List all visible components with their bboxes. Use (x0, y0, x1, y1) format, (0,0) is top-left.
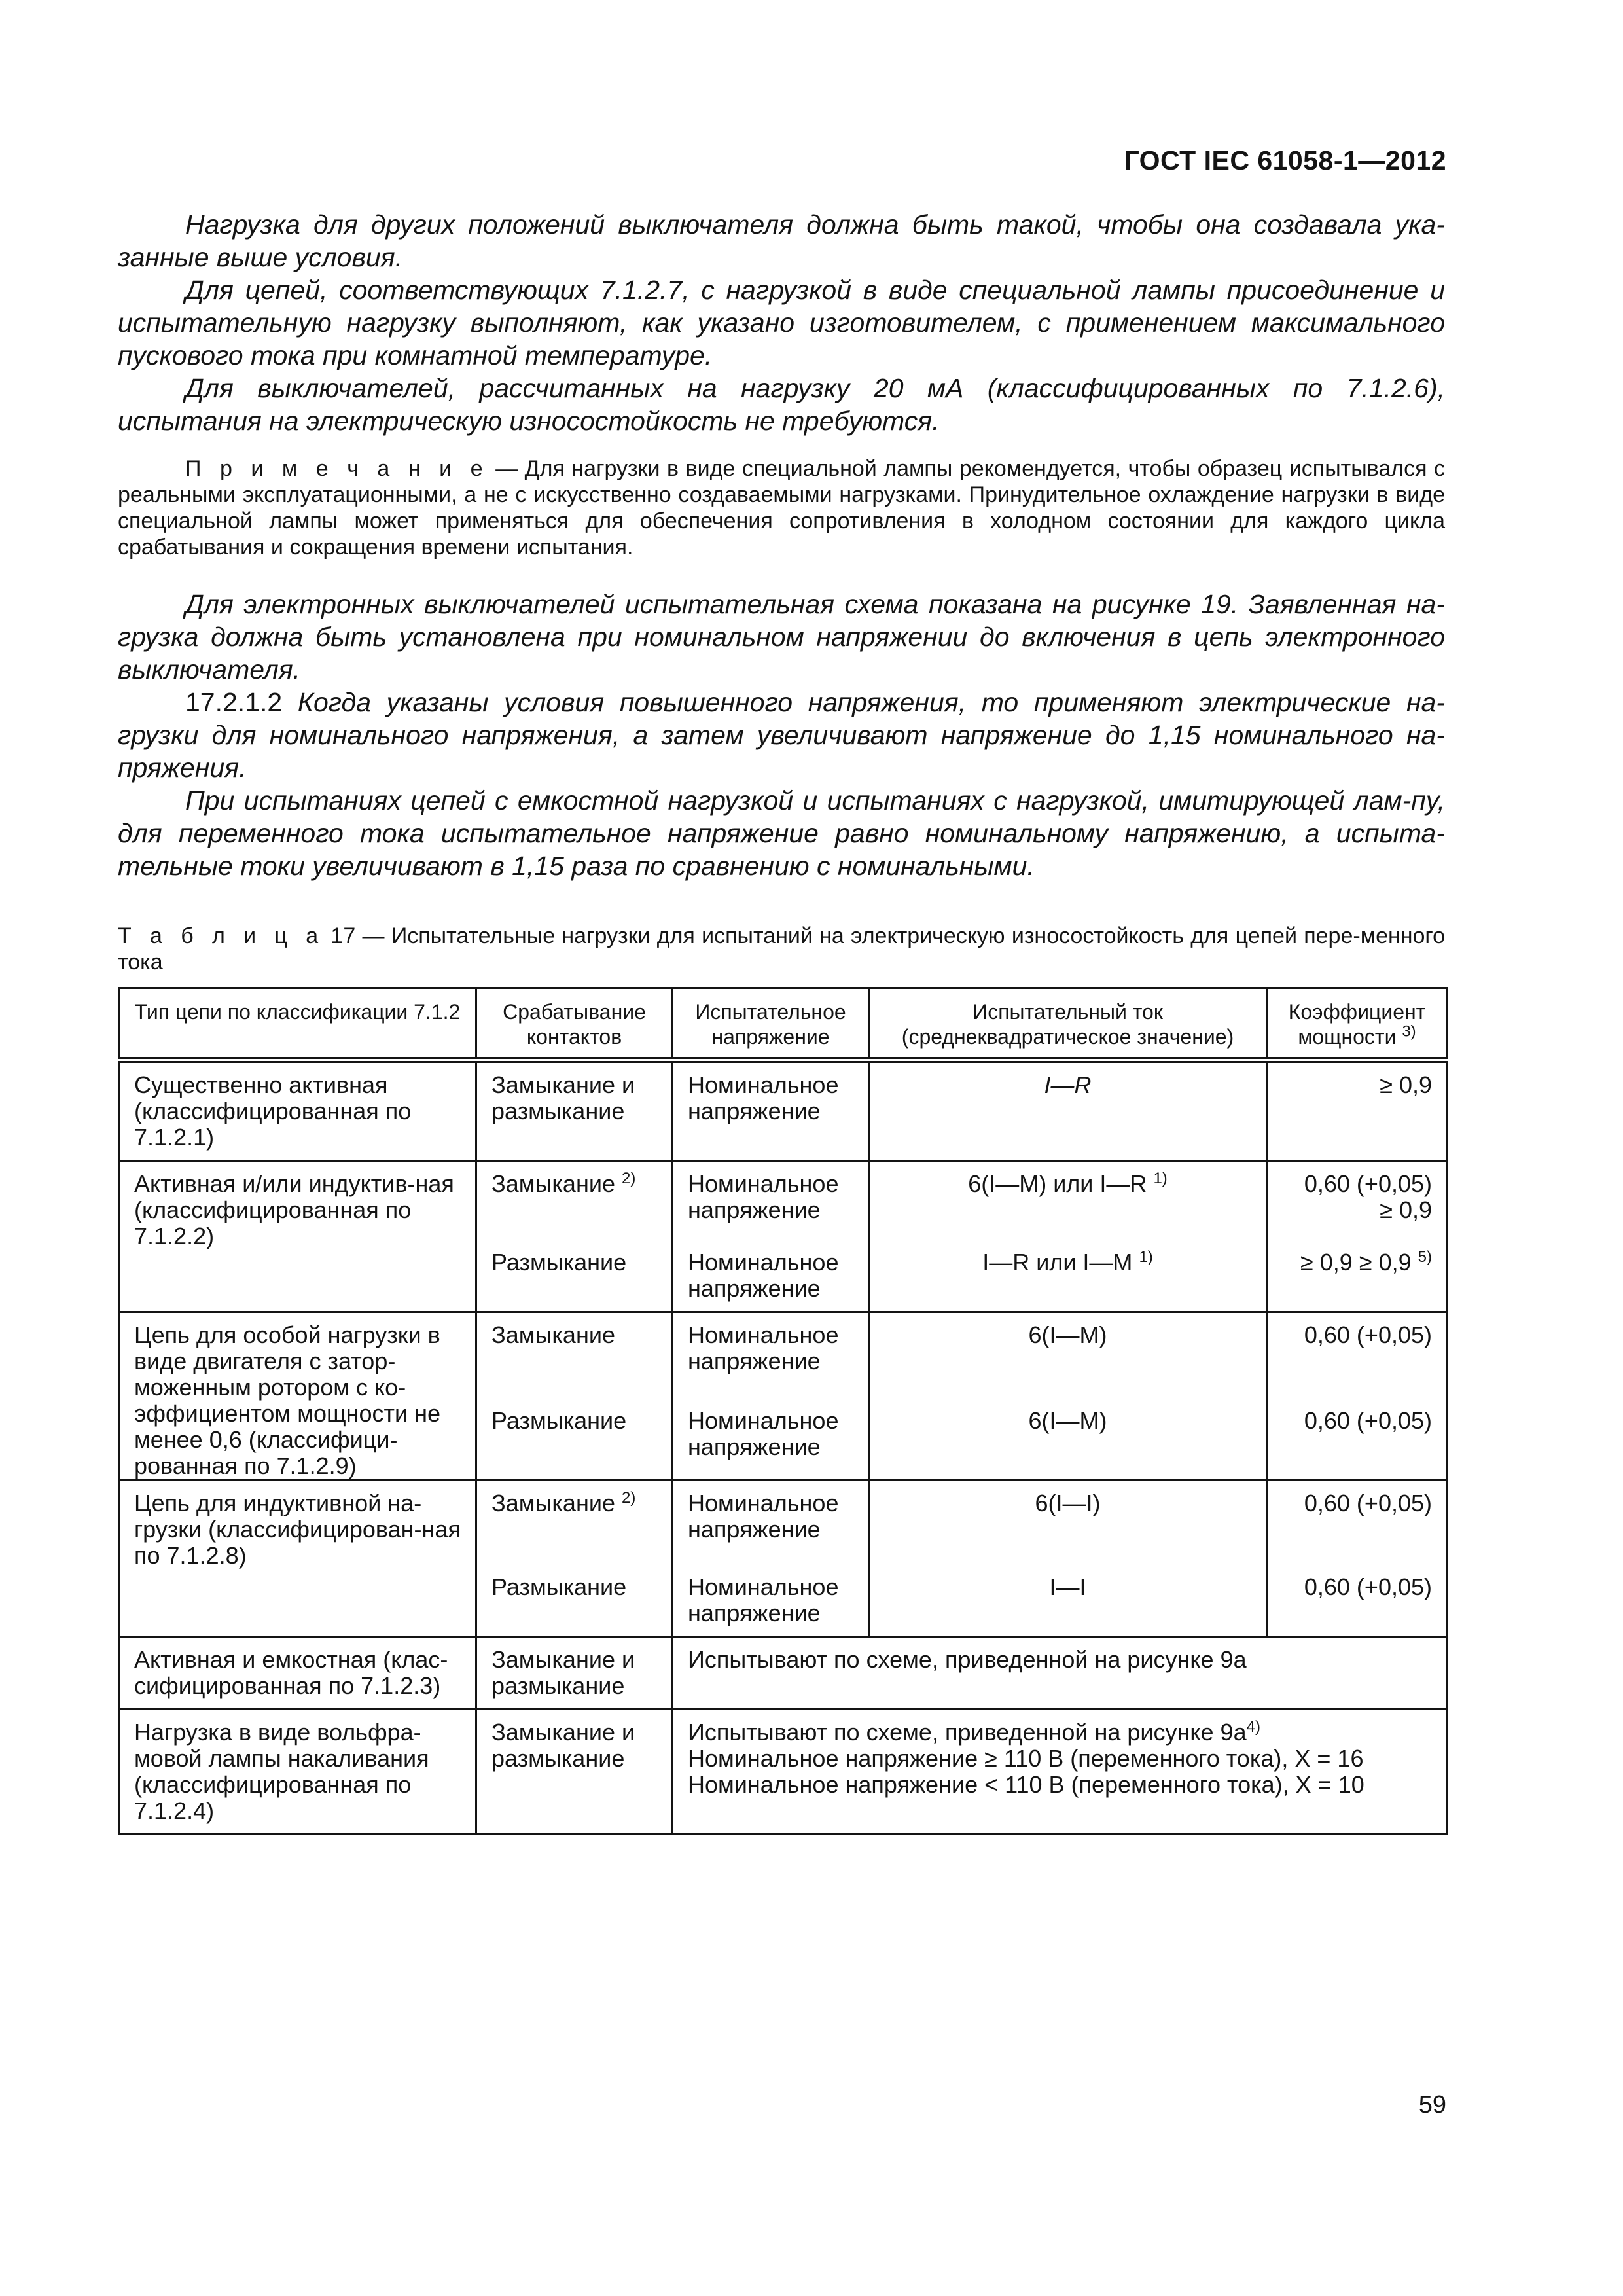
footnote-ref: 1) (1139, 1248, 1153, 1266)
table-row (119, 1710, 1448, 1835)
current-cell: I—R (869, 1060, 1267, 1161)
paragraph: Для выключателей, рассчитанных на нагрузку 20 мА (классифицированных по 7.1.2.6), испытания на электрическую износостойкость не требуются. (118, 373, 1445, 436)
voltage-cell: Номинальное напряжение (673, 1543, 869, 1637)
note-text: — Для нагрузки в виде специальной лампы рекомендуется, чтобы образец испытывался с реальными эксплуатационными, а не с искусственно создаваемыми нагрузками. Принудительное охлаждение нагрузки в виде специальной лампы может применяться для обеспечения сопротивления в холодном состоянии для каждого цикла срабатывания и сокращения времени испытания. (118, 456, 1445, 560)
circuit-type-cell: Цепь для особой нагрузки в виде двигателя с затор-моженным ротором с ко-эффициентом мощности не менее 0,6 (классифици-рованная по 7.1.2.9) (119, 1312, 476, 1480)
operation-cell: Размыкание (476, 1223, 673, 1312)
table-row (119, 1480, 1448, 1543)
table-row (119, 1312, 1448, 1382)
circuit-type-cell: Активная и емкостная (клас-сифицированная по 7.1.2.3) (119, 1637, 476, 1710)
operation-cell: Замыкание $^{2)}$ (476, 1161, 673, 1224)
power-factor-cell: ≥ 0,9 (1267, 1060, 1448, 1161)
power-factor-cell: ≥ 0,9 ≥ 0,9 $^{5)}$ (1267, 1223, 1448, 1312)
header-contact-operation: Срабатывание контактов (476, 988, 673, 1060)
current-cell: 6(I—M) (869, 1312, 1267, 1382)
paragraph: При испытаниях цепей с емкостной нагрузкой и испытаниях с нагрузкой, имитирующей лам-пу, для переменного тока испытательное напряжение равно номинальному напряжению, а испыта-тельные токи увеличивают в 1,15 раза по сравнению с номинальными. (118, 785, 1445, 881)
clause-number: 17.2.1.2 (185, 687, 283, 717)
operation-cell: Замыкание $^{2)}$ (476, 1480, 673, 1543)
merged-cell: Испытывают по схеме, приведенной на рисунке 9а (673, 1637, 1448, 1710)
paragraph: Для цепей, соответствующих 7.1.2.7, с нагрузкой в виде специальной лампы присоединение и испытательную нагрузку выполняют, как указано изготовителем, с применением максимального пускового тока при комнатной температуре. (118, 275, 1445, 370)
header-power-factor: Коэффициент мощности $^{3)}$ (1267, 988, 1448, 1060)
test-loads-table (118, 987, 1448, 1835)
paragraph (118, 686, 1445, 784)
power-factor-cell: 0,60 (+0,05) (1267, 1480, 1448, 1543)
operation-cell: Замыкание и размыкание (476, 1060, 673, 1161)
document-header: ГОСТ IEC 61058-1—2012 (1124, 145, 1446, 175)
table-header-row (119, 988, 1448, 1060)
header-test-voltage: Испытательное напряжение (673, 988, 869, 1060)
voltage-cell: Номинальное напряжение (673, 1312, 869, 1382)
operation-cell: Замыкание (476, 1312, 673, 1382)
circuit-type-cell: Активная и/или индуктив-ная (классифицированная по 7.1.2.2) (119, 1161, 476, 1312)
page-number: 59 (1418, 2091, 1446, 2119)
note-label: П р и м е ч а н и е (185, 456, 489, 481)
table-caption (118, 923, 1445, 975)
circuit-type-cell: Существенно активная (классифицированная по 7.1.2.1) (119, 1060, 476, 1161)
footnote-ref: 2) (621, 1170, 636, 1187)
circuit-type-cell: Цепь для индуктивной на-грузки (классифицирован-ная по 7.1.2.8) (119, 1480, 476, 1637)
table-caption-label: Т а б л и ц а (118, 924, 325, 948)
current-cell: I—I (869, 1543, 1267, 1637)
footnote-ref: 1) (1153, 1170, 1168, 1187)
table-row (119, 1060, 1448, 1161)
voltage-cell: Номинальное напряжение (673, 1382, 869, 1480)
intro-paragraphs (118, 208, 1445, 437)
operation-cell: Размыкание (476, 1543, 673, 1637)
voltage-cell: Номинальное напряжение (673, 1161, 869, 1224)
footnote-ref: 2) (621, 1489, 636, 1507)
paragraph: Для электронных выключателей испытательная схема показана на рисунке 19. Заявленная на-грузка должна быть установлена при номинальном напряжении до включения в цепь электронного выключателя. (118, 589, 1445, 685)
voltage-cell: Номинальное напряжение (673, 1223, 869, 1312)
table-row (119, 1161, 1448, 1224)
merged-cell: Испытывают по схеме, приведенной на рисунке $9а^{4)}$ Номинальное напряжение ≥ 110 В (переменного тока), X = 16 Номинальное напряжение < 110 В (переменного тока), X = 10 (673, 1710, 1448, 1835)
header-test-current: Испытательный ток (среднеквадратическое значение) (869, 988, 1267, 1060)
circuit-type-cell: Нагрузка в виде вольфра-мовой лампы накаливания (классифицированная по 7.1.2.4) (119, 1710, 476, 1835)
power-factor-cell: 0,60 (+0,05) (1267, 1543, 1448, 1637)
note (118, 456, 1445, 560)
footnote-ref: 5) (1418, 1248, 1432, 1266)
clause-text: Когда указаны условия повышенного напряжения, то применяют электрические на-грузки для номинального напряжения, а затем увеличивают напряжение до 1,15 номинального на-пряжения. (118, 687, 1445, 783)
voltage-cell: Номинальное напряжение (673, 1480, 869, 1543)
voltage-cell: Номинальное напряжение (673, 1060, 869, 1161)
main-paragraphs (118, 588, 1445, 882)
current-cell: 6(I—I) (869, 1480, 1267, 1543)
footnote-ref: 3) (1402, 1022, 1416, 1041)
table-caption-text: 17 — Испытательные нагрузки для испытаний на электрическую износостойкость для цепей пере-менного тока (118, 924, 1445, 975)
current-cell: 6(I—M) или I—R $^{1)}$ (869, 1161, 1267, 1224)
power-factor-cell: 0,60 (+0,05) ≥ 0,9 (1267, 1161, 1448, 1224)
operation-cell: Замыкание и размыкание (476, 1637, 673, 1710)
operation-cell: Размыкание (476, 1382, 673, 1480)
header-circuit-type: Тип цепи по классификации 7.1.2 (119, 988, 476, 1060)
power-factor-cell: 0,60 (+0,05) (1267, 1312, 1448, 1382)
footnote-ref: 4) (1246, 1718, 1260, 1736)
paragraph: Нагрузка для других положений выключателя должна быть такой, чтобы она создавала ука-занные выше условия. (118, 209, 1445, 272)
current-cell: I—R или I—M $^{1)}$ (869, 1223, 1267, 1312)
operation-cell: Замыкание и размыкание (476, 1710, 673, 1835)
table-row (119, 1637, 1448, 1710)
current-cell: 6(I—M) (869, 1382, 1267, 1480)
power-factor-cell: 0,60 (+0,05) (1267, 1382, 1448, 1480)
